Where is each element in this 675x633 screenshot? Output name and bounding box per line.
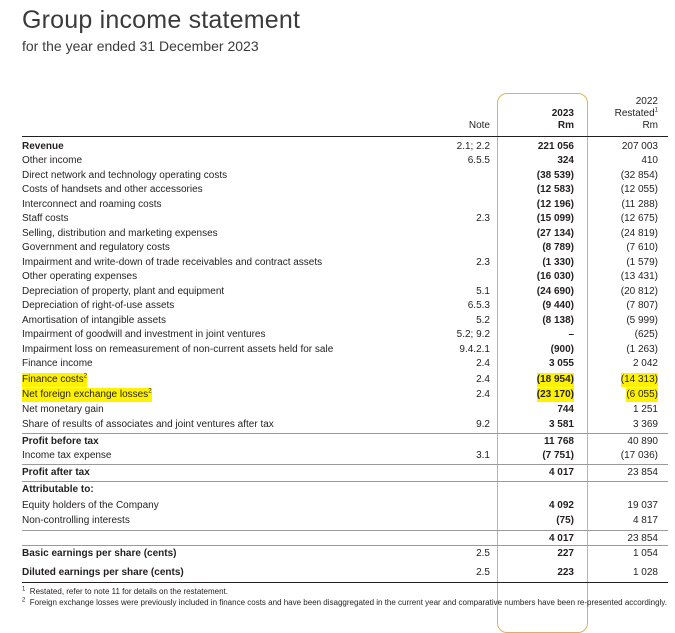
- row-value-2023: 3 055: [548, 358, 574, 369]
- row-value-2023: (7 751): [542, 450, 574, 461]
- table-row: [0, 314, 675, 328]
- row-value-2023: (12 583): [536, 184, 574, 195]
- row-value-2022: (11 288): [621, 199, 658, 210]
- row-label: Impairment and write-down of trade receivables and contract assets: [22, 257, 323, 268]
- row-value-2023: (8 789): [542, 242, 574, 253]
- row-value-2022: 4 817: [632, 515, 658, 526]
- row-label: Impairment of goodwill and investment in joint ventures: [22, 329, 266, 340]
- row-label: Impairment loss on remeasurement of non-current assets held for sale: [22, 344, 334, 355]
- table-row: [0, 418, 675, 432]
- row-label: Non-controlling interests: [22, 515, 130, 526]
- table-row: [0, 357, 675, 371]
- row-note: 2.4: [476, 389, 490, 400]
- row-note: 2.3: [476, 213, 490, 224]
- row-note: 2.5: [476, 548, 490, 559]
- table-row: [0, 547, 675, 561]
- row-label: Profit after tax: [22, 467, 90, 478]
- row-note: 3.1: [476, 450, 490, 461]
- row-label: Amortisation of intangible assets: [22, 315, 166, 326]
- rule-before-profit: [22, 433, 668, 434]
- table-row: [0, 154, 675, 168]
- row-value-2023: 221 056: [537, 141, 574, 152]
- row-value-2022: (24 819): [620, 228, 658, 239]
- row-note: 5.2: [476, 315, 490, 326]
- row-note: 9.2: [476, 419, 490, 430]
- table-row: [0, 483, 675, 497]
- row-label: Share of results of associates and joint ventures after tax: [22, 419, 274, 430]
- row-label: Depreciation of property, plant and equipment: [22, 286, 225, 297]
- row-value-2023: (8 138): [542, 315, 574, 326]
- table-row: [0, 256, 675, 270]
- row-label: Costs of handsets and other accessories: [22, 184, 203, 195]
- rule-before-total: [22, 530, 668, 531]
- table-row: [0, 299, 675, 313]
- row-value-2022: 3 369: [632, 419, 658, 430]
- table-row: [0, 532, 675, 546]
- row-value-2023: (75): [556, 515, 574, 526]
- table-row: [0, 169, 675, 183]
- row-value-2022: (1 263): [626, 344, 658, 355]
- row-value-2023: 227: [557, 548, 574, 559]
- current-unit-header: Rm: [557, 120, 574, 131]
- table-row: [0, 388, 675, 402]
- row-value-2022: (13 431): [620, 271, 658, 282]
- page-title: Group income statement: [22, 6, 301, 34]
- row-value-2023: 744: [557, 404, 574, 415]
- row-value-2022: (625): [634, 329, 658, 340]
- row-value-2023: 4 092: [548, 500, 574, 511]
- table-row: [0, 328, 675, 342]
- row-value-2023: 223: [557, 567, 574, 578]
- row-value-2023: (16 030): [536, 271, 574, 282]
- row-label: Government and regulatory costs: [22, 242, 170, 253]
- table-row: [0, 449, 675, 463]
- row-label: Net foreign exchange losses$^2$: [22, 388, 152, 400]
- row-value-2022: 23 854: [627, 533, 658, 544]
- current-year-header: 2023: [551, 108, 574, 119]
- footnote-marker: 2: [148, 388, 152, 395]
- table-row: [0, 435, 675, 449]
- row-value-2023: (23 170): [536, 389, 574, 400]
- footnote-2: $^2$ Foreign exchange losses were previously included in finance costs and have been disaggregated in the current year and comparative numbers have been re-presented accordingly.: [22, 597, 667, 607]
- row-value-2023: (15 099): [536, 213, 574, 224]
- row-value-2022: 1 028: [632, 567, 658, 578]
- row-label: Interconnect and roaming costs: [22, 199, 162, 210]
- table-row: [0, 227, 675, 241]
- row-value-2023: (12 196): [536, 199, 574, 210]
- row-value-2022: 19 037: [627, 500, 658, 511]
- table-row: [0, 198, 675, 212]
- row-label: Income tax expense: [22, 450, 112, 461]
- row-label: Selling, distribution and marketing expenses: [22, 228, 218, 239]
- row-note: 5.2; 9.2: [456, 329, 490, 340]
- prior-year-header: 2022: [635, 96, 658, 107]
- row-note: 2.4: [476, 374, 490, 385]
- rule-before-profit-after-tax: [22, 464, 668, 465]
- table-row: [0, 285, 675, 299]
- row-value-2022: (32 854): [620, 170, 658, 181]
- row-value-2022: 1 251: [632, 404, 658, 415]
- footnote-1: $^1$ Restated, refer to note 11 for details on the restatement.: [22, 586, 228, 596]
- row-value-2023: 3 581: [548, 419, 574, 430]
- row-value-2023: (24 690): [536, 286, 574, 297]
- row-label: Other income: [22, 155, 83, 166]
- row-note: 2.4: [476, 358, 490, 369]
- row-label: Staff costs: [22, 213, 69, 224]
- row-value-2022: 1 054: [632, 548, 658, 559]
- row-value-2023: 11 768: [543, 436, 574, 447]
- row-value-2022: 410: [641, 155, 658, 166]
- row-note: 6.5.5: [467, 155, 490, 166]
- row-label: Net monetary gain: [22, 404, 104, 415]
- row-value-2022: (7 807): [626, 300, 658, 311]
- prior-restated-header: Restated$^1$: [614, 107, 658, 119]
- table-row: [0, 212, 675, 226]
- row-note: 2.5: [476, 567, 490, 578]
- footnote-marker: 2: [83, 373, 88, 380]
- row-label: Other operating expenses: [22, 271, 138, 282]
- row-note: 6.5.3: [467, 300, 490, 311]
- row-value-2022: (12 055): [620, 184, 658, 195]
- row-value-2023: 4 017: [548, 533, 574, 544]
- row-label: Attributable to:: [22, 484, 94, 495]
- table-row: [0, 514, 675, 528]
- row-value-2022: (20 812): [620, 286, 658, 297]
- row-value-2023: 324: [557, 155, 574, 166]
- row-value-2022: (17 036): [620, 450, 658, 461]
- row-value-2022: (7 610): [626, 242, 658, 253]
- row-note: 2.3: [476, 257, 490, 268]
- footnote-rule: [22, 582, 668, 583]
- row-label: Diluted earnings per share (cents): [22, 567, 184, 578]
- row-value-2023: (27 134): [536, 228, 574, 239]
- row-value-2023: (38 539): [536, 170, 574, 181]
- row-value-2023: (900): [550, 344, 574, 355]
- prior-unit-header: Rm: [642, 120, 658, 131]
- row-value-2022: (12 675): [620, 213, 658, 224]
- row-label: Profit before tax: [22, 436, 99, 447]
- row-value-2023: –: [568, 329, 574, 340]
- row-value-2022: 40 890: [627, 436, 658, 447]
- row-value-2022: (1 579): [626, 257, 658, 268]
- row-label: Revenue: [22, 141, 64, 152]
- header-rule: [22, 136, 668, 137]
- row-value-2022: 207 003: [621, 141, 658, 152]
- row-value-2023: (9 440): [542, 300, 574, 311]
- table-row: [0, 343, 675, 357]
- row-value-2023: 4 017: [548, 467, 574, 478]
- note-header: Note: [468, 120, 490, 131]
- row-value-2022: 23 854: [627, 467, 658, 478]
- table-row: [0, 373, 675, 387]
- row-label: Basic earnings per share (cents): [22, 548, 177, 559]
- rule-before-eps: [22, 545, 668, 546]
- table-row: [0, 241, 675, 255]
- row-value-2022: (6 055): [626, 389, 658, 400]
- table-row: [0, 466, 675, 480]
- table-row: [0, 270, 675, 284]
- row-label: Direct network and technology operating costs: [22, 170, 228, 181]
- table-row: [0, 566, 675, 580]
- row-value-2022: 2 042: [632, 358, 658, 369]
- table-row: [0, 140, 675, 154]
- table-row: [0, 403, 675, 417]
- row-value-2022: (14 313): [620, 374, 658, 385]
- row-label: Equity holders of the Company: [22, 500, 159, 511]
- row-value-2023: (18 954): [536, 374, 574, 385]
- row-label: Depreciation of right-of-use assets: [22, 300, 175, 311]
- row-note: 2.1; 2.2: [456, 141, 490, 152]
- row-note: 9.4.2.1: [459, 344, 490, 355]
- row-value-2023: (1 330): [542, 257, 574, 268]
- row-value-2022: (5 999): [626, 315, 658, 326]
- row-label: Finance income: [22, 358, 93, 369]
- rule-after-profit-after-tax: [22, 481, 668, 482]
- page-subtitle: for the year ended 31 December 2023: [22, 38, 259, 54]
- row-label: Finance costs$^2$: [22, 373, 88, 385]
- table-row: [0, 183, 675, 197]
- table-row: [0, 499, 675, 513]
- row-note: 5.1: [476, 286, 490, 297]
